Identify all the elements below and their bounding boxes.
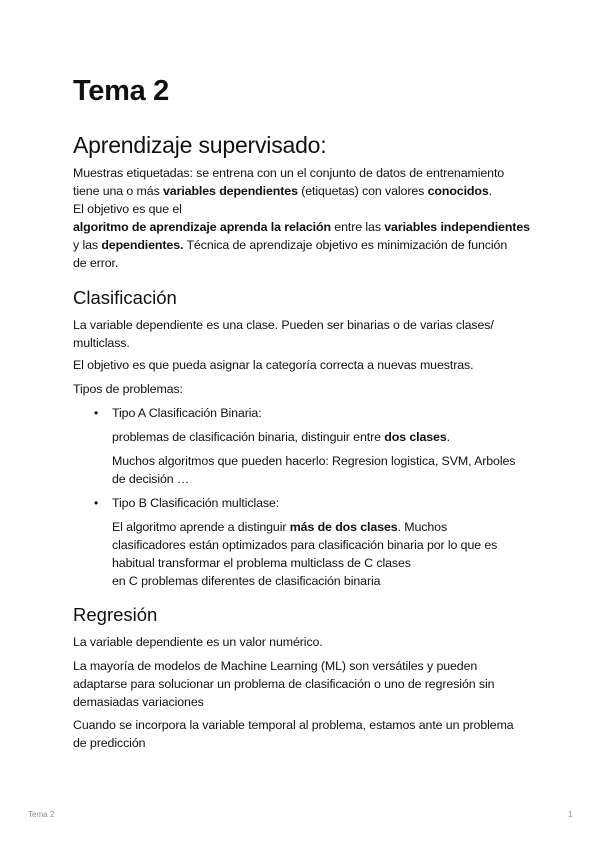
page-title: Tema 2 (73, 75, 169, 107)
bullet-marker: • (94, 406, 99, 420)
section-heading-aprendizaje: Aprendizaje supervisado: (73, 132, 327, 158)
paragraph-valor-numerico: La variable dependiente es un valor numérico. (73, 635, 323, 649)
list-item-tipo-a-text: problemas de clasificación binaria, distinguir entre dos clases. (112, 430, 450, 444)
paragraph-prediccion: Cuando se incorpora la variable temporal al problema, estamos ante un problema de predicción (73, 718, 514, 750)
paragraph-clase: La variable dependiente es una clase. Pueden ser binarias o de varias clases/ multiclass. (73, 318, 494, 350)
paragraph-objetivo: El objetivo es que el algoritmo de aprendizaje aprenda la relación entre las variables independientes y las dependientes. Técnica de aprendizaje objetivo es minimización de función de error. (73, 202, 530, 270)
paragraph-objetivo-clasificacion: El objetivo es que pueda asignar la categoría correcta a nuevas muestras. (73, 358, 474, 372)
paragraph-tipos: Tipos de problemas: (73, 382, 183, 396)
paragraph-modelos-ml: La mayoría de modelos de Machine Learning (ML) son versátiles y pueden adaptarse para solucionar un problema de clasificación o uno de regresión sin demasiadas variaciones (73, 659, 495, 709)
list-item-tipo-a-title: Tipo A Clasificación Binaria: (112, 406, 262, 420)
list-item-tipo-b-text: El algoritmo aprende a distinguir más de dos clases. Muchos clasificadores están optimizados para clasificación binaria por lo que es habitual transformar el problema multiclass de C clases en C problemas diferentes de clasificación binaria (112, 520, 498, 588)
footer-title: Tema 2 (28, 810, 55, 819)
section-heading-regresion: Regresión (73, 604, 158, 625)
list-item-tipo-a-algoritmos: Muchos algoritmos que pueden hacerlo: Regresion logistica, SVM, Arboles de decisión … (112, 454, 516, 486)
section-heading-clasificacion: Clasificación (73, 287, 177, 308)
list-item-tipo-b-title: Tipo B Clasificación multiclase: (112, 496, 280, 510)
footer-page-number: 1 (568, 810, 573, 819)
paragraph-muestras: Muestras etiquetadas: se entrena con un el conjunto de datos de entrenamiento tiene una o más variables dependientes (etiquetas) con valores conocidos. (73, 166, 505, 198)
bullet-marker: • (94, 496, 99, 510)
